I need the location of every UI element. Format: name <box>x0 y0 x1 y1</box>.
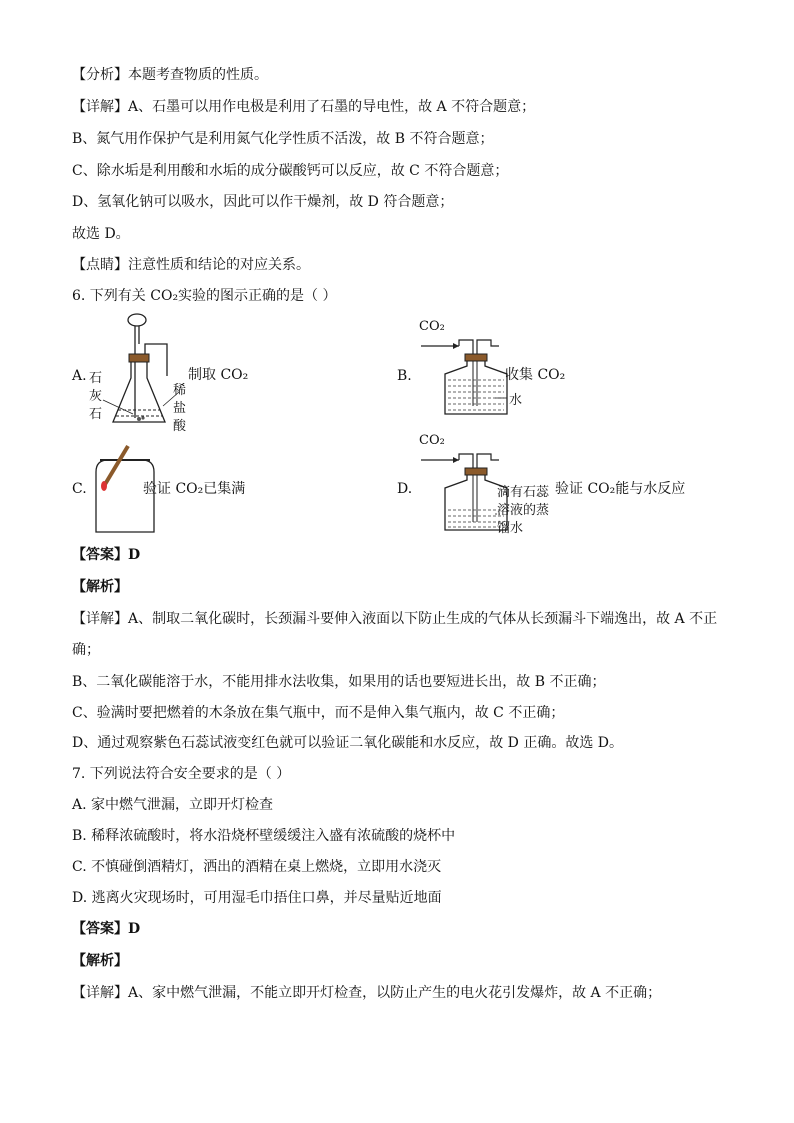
d-label-3: 馏水 <box>497 521 524 536</box>
q6-detail-d: D、通过观察紫色石蕊试液变红色就可以验证二氧化碳能和水反应，故 D 正确。故选 D。 <box>72 735 624 751</box>
b-inlet-label: CO₂ <box>419 319 445 334</box>
option-a-caption: 制取 CO₂ <box>188 367 249 383</box>
option-b-letter: B. <box>397 368 412 384</box>
flask-apparatus-diagram <box>85 310 205 440</box>
detail-a: 【详解】A、石墨可以用作电极是利用了石墨的导电性，故 A 不符合题意； <box>72 99 536 115</box>
q6-answer: 【答案】D <box>72 547 141 563</box>
conclusion: 故选 D。 <box>72 226 130 242</box>
q6-detail-a: 【详解】A、制取二氧化碳时，长颈漏斗要伸入液面以下防止生成的气体从长颈漏斗下端逸出，故 A 不正 <box>72 611 718 627</box>
q7-answer: 【答案】D <box>72 921 141 937</box>
label-xiyansuan-1: 稀 <box>173 383 187 398</box>
option-c-letter: C. <box>72 481 87 497</box>
q6-detail-b: B、二氧化碳能溶于水，不能用排水法收集，如果用的话也要短进长出，故 B 不正确； <box>72 674 606 690</box>
question-6-stem: 6. 下列有关 CO₂实验的图示正确的是（ ） <box>72 288 337 304</box>
question-7-stem: 7. 下列说法符合安全要求的是（ ） <box>72 766 291 782</box>
q6-detail-c: C、验满时要把燃着的木条放在集气瓶中，而不是伸入集气瓶内，故 C 不正确； <box>72 705 565 721</box>
option-d-caption: 验证 CO₂能与水反应 <box>555 481 686 497</box>
q7-option-a: A. 家中燃气泄漏，立即开灯检查 <box>72 797 274 813</box>
q7-option-d: D. 逃离火灾现场时，可用湿毛巾捂住口鼻，并尽量贴近地面 <box>72 890 442 906</box>
b-water-label: 水 <box>509 393 523 408</box>
q6-jiexi: 【解析】 <box>72 579 128 595</box>
option-d-letter: D. <box>397 481 413 497</box>
detail-d: D、氢氧化钠可以吸水，因此可以作干燥剂，故 D 符合题意； <box>72 194 454 210</box>
label-shihuishi-1: 石 <box>89 371 103 386</box>
q7-detail-a: 【详解】A、家中燃气泄漏，不能立即开灯检查，以防止产生的电火花引发爆炸，故 A 不正确； <box>72 985 662 1001</box>
d-label-2: 溶液的蒸 <box>497 503 550 518</box>
label-shihuishi-2: 灰 <box>89 389 103 404</box>
option-c-caption: 验证 CO₂已集满 <box>143 481 246 497</box>
d-inlet-label: CO₂ <box>419 433 445 448</box>
d-label-1: 滴有石蕊 <box>497 485 550 500</box>
q7-option-c: C. 不慎碰倒酒精灯，洒出的酒精在桌上燃烧，立即用水浇灭 <box>72 859 442 875</box>
q7-option-b: B. 稀释浓硫酸时，将水沿烧杯壁缓缓注入盛有浓硫酸的烧杯中 <box>72 828 456 844</box>
q7-jiexi: 【解析】 <box>72 953 128 969</box>
detail-b: B、氮气用作保护气是利用氮气化学性质不活泼，故 B 不符合题意； <box>72 131 494 147</box>
q6-detail-a-cont: 确； <box>72 642 100 658</box>
litmus-bottle-diagram <box>415 432 555 540</box>
dianjing-note: 【点睛】注意性质和结论的对应关系。 <box>72 257 310 273</box>
analysis-heading: 【分析】本题考查物质的性质。 <box>72 67 268 83</box>
label-xiyansuan-3: 酸 <box>173 419 187 434</box>
label-shihuishi-3: 石 <box>89 407 103 422</box>
option-a-letter: A. <box>72 368 87 384</box>
label-xiyansuan-2: 盐 <box>173 401 187 416</box>
detail-c: C、除水垢是利用酸和水垢的成分碳酸钙可以反应，故 C 不符合题意； <box>72 163 509 179</box>
option-b-caption: 收集 CO₂ <box>505 367 566 383</box>
